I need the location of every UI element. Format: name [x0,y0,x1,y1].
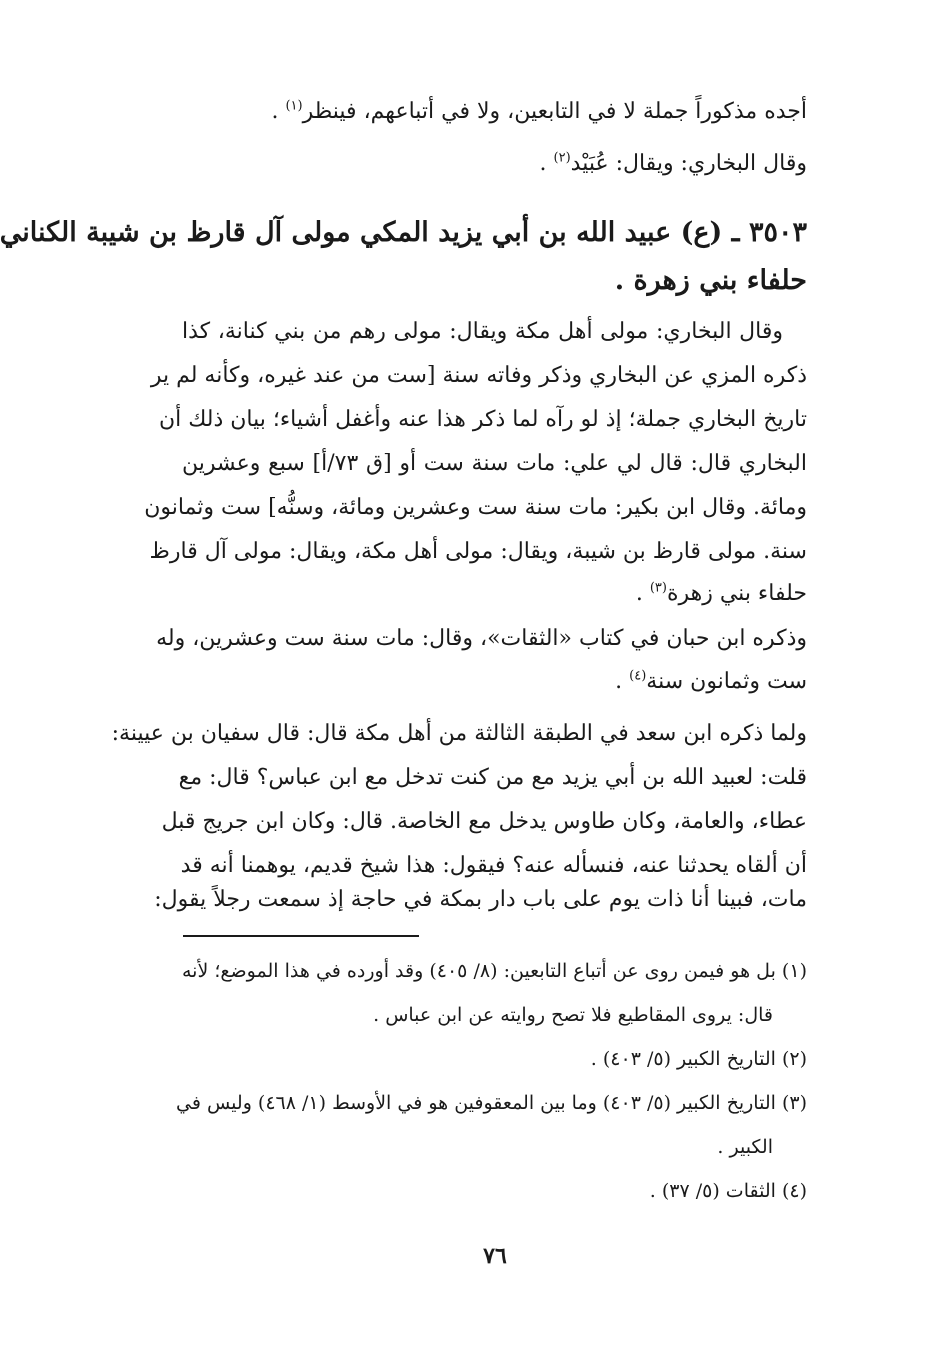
body-line: قلت: لعبيد الله بن أبي يزيد مع من كنت تدخل مع ابن عباس؟ قال: مع [178,765,807,790]
body-line: البخاري قال: قال لي علي: مات سنة ست أو [ق ٧٣/أ] سبع وعشرين [182,451,807,476]
footnote-2: (٢) التاريخ الكبير (٥/ ٤٠٣) . [590,1048,807,1070]
carry-over-line-1: أجده مذكوراً جملة لا في التابعين، ولا في أتباعهم، فينظر$^{(١)}$ . [271,98,807,124]
body-line: تاريخ البخاري جملة؛ إذ لو رآه لما ذكر هذا عنه وأغفل أشياء؛ بيان ذلك أن [158,407,807,432]
body-line: ست وثمانون سنة$^{(٤)}$ . [615,668,807,694]
body-line: حلفاء بني زهرة$^{(٣)}$ . [635,580,807,606]
carry-over-line-2: وقال البخاري: ويقال: عُبَيْد$^{(٢)}$ . [539,150,807,176]
footnote-3-continued: الكبير . [717,1136,773,1158]
footnote-4: (٤) الثقات (٥/ ٣٧) . [649,1180,807,1202]
body-line: ومائة. وقال ابن بكير: مات سنة ست وعشرين ومائة، وسنُّه] ست وثمانون [144,495,807,520]
footnote-ref-3[interactable]: (٣) [649,580,667,596]
body-line: مات، فبينا أنا ذات يوم على باب دار بمكة في حاجة إذ سمعت رجلاً يقول: [154,887,807,912]
entry-heading-line-2: حلفاء بني زهرة . [614,265,807,296]
footnote-3: (٣) التاريخ الكبير (٥/ ٤٠٣) وما بين المعقوفين هو في الأوسط (١/ ٤٦٨) وليس في [175,1092,807,1114]
entry-heading-line-1: ٣٥٠٣ ـ (ع) عبيد الله بن أبي يزيد المكي مولى آل قارظ بن شيبة الكناني [0,217,807,248]
footnote-ref-1[interactable]: (١) [285,98,303,114]
body-line: ولما ذكره ابن سعد في الطبقة الثالثة من أهل مكة قال: قال سفيان بن عيينة: [111,721,807,746]
footnote-ref-2[interactable]: (٢) [553,150,571,166]
body-line: سنة. مولى قارظ بن شيبة، ويقال: مولى أهل مكة، ويقال: مولى آل قارظ [149,539,807,564]
body-line: ذكره المزي عن البخاري وذكر وفاته سنة [ست من عند غيره، وكأنه لم ير [150,363,807,388]
footnote-1-continued: قال: يروى المقاطيع فلا تصح روايته عن ابن عباس . [373,1004,773,1026]
body-line: أن ألقاه يحدثنا عنه، فنسأله عنه؟ فيقول: هذا شيخ قديم، يوهمنا أنه قد [180,853,807,878]
body-line: وقال البخاري: مولى أهل مكة ويقال: مولى رهم من بني كنانة، كذا [182,319,783,344]
footnote-separator [183,935,419,937]
page-number: ٧٦ [483,1243,507,1269]
body-line: وذكره ابن حبان في كتاب «الثقات»، وقال: مات سنة ست وعشرين، وله [156,626,807,651]
footnote-ref-4[interactable]: (٤) [629,668,647,684]
body-line: عطاء، والعامة، وكان طاوس يدخل مع الخاصة. قال: وكان ابن جريج قبل [161,809,807,834]
footnote-1: (١) بل هو فيمن روى عن أتباع التابعين: (٨/ ٤٠٥) وقد أورده في هذا الموضع؛ لأنه [182,960,807,982]
